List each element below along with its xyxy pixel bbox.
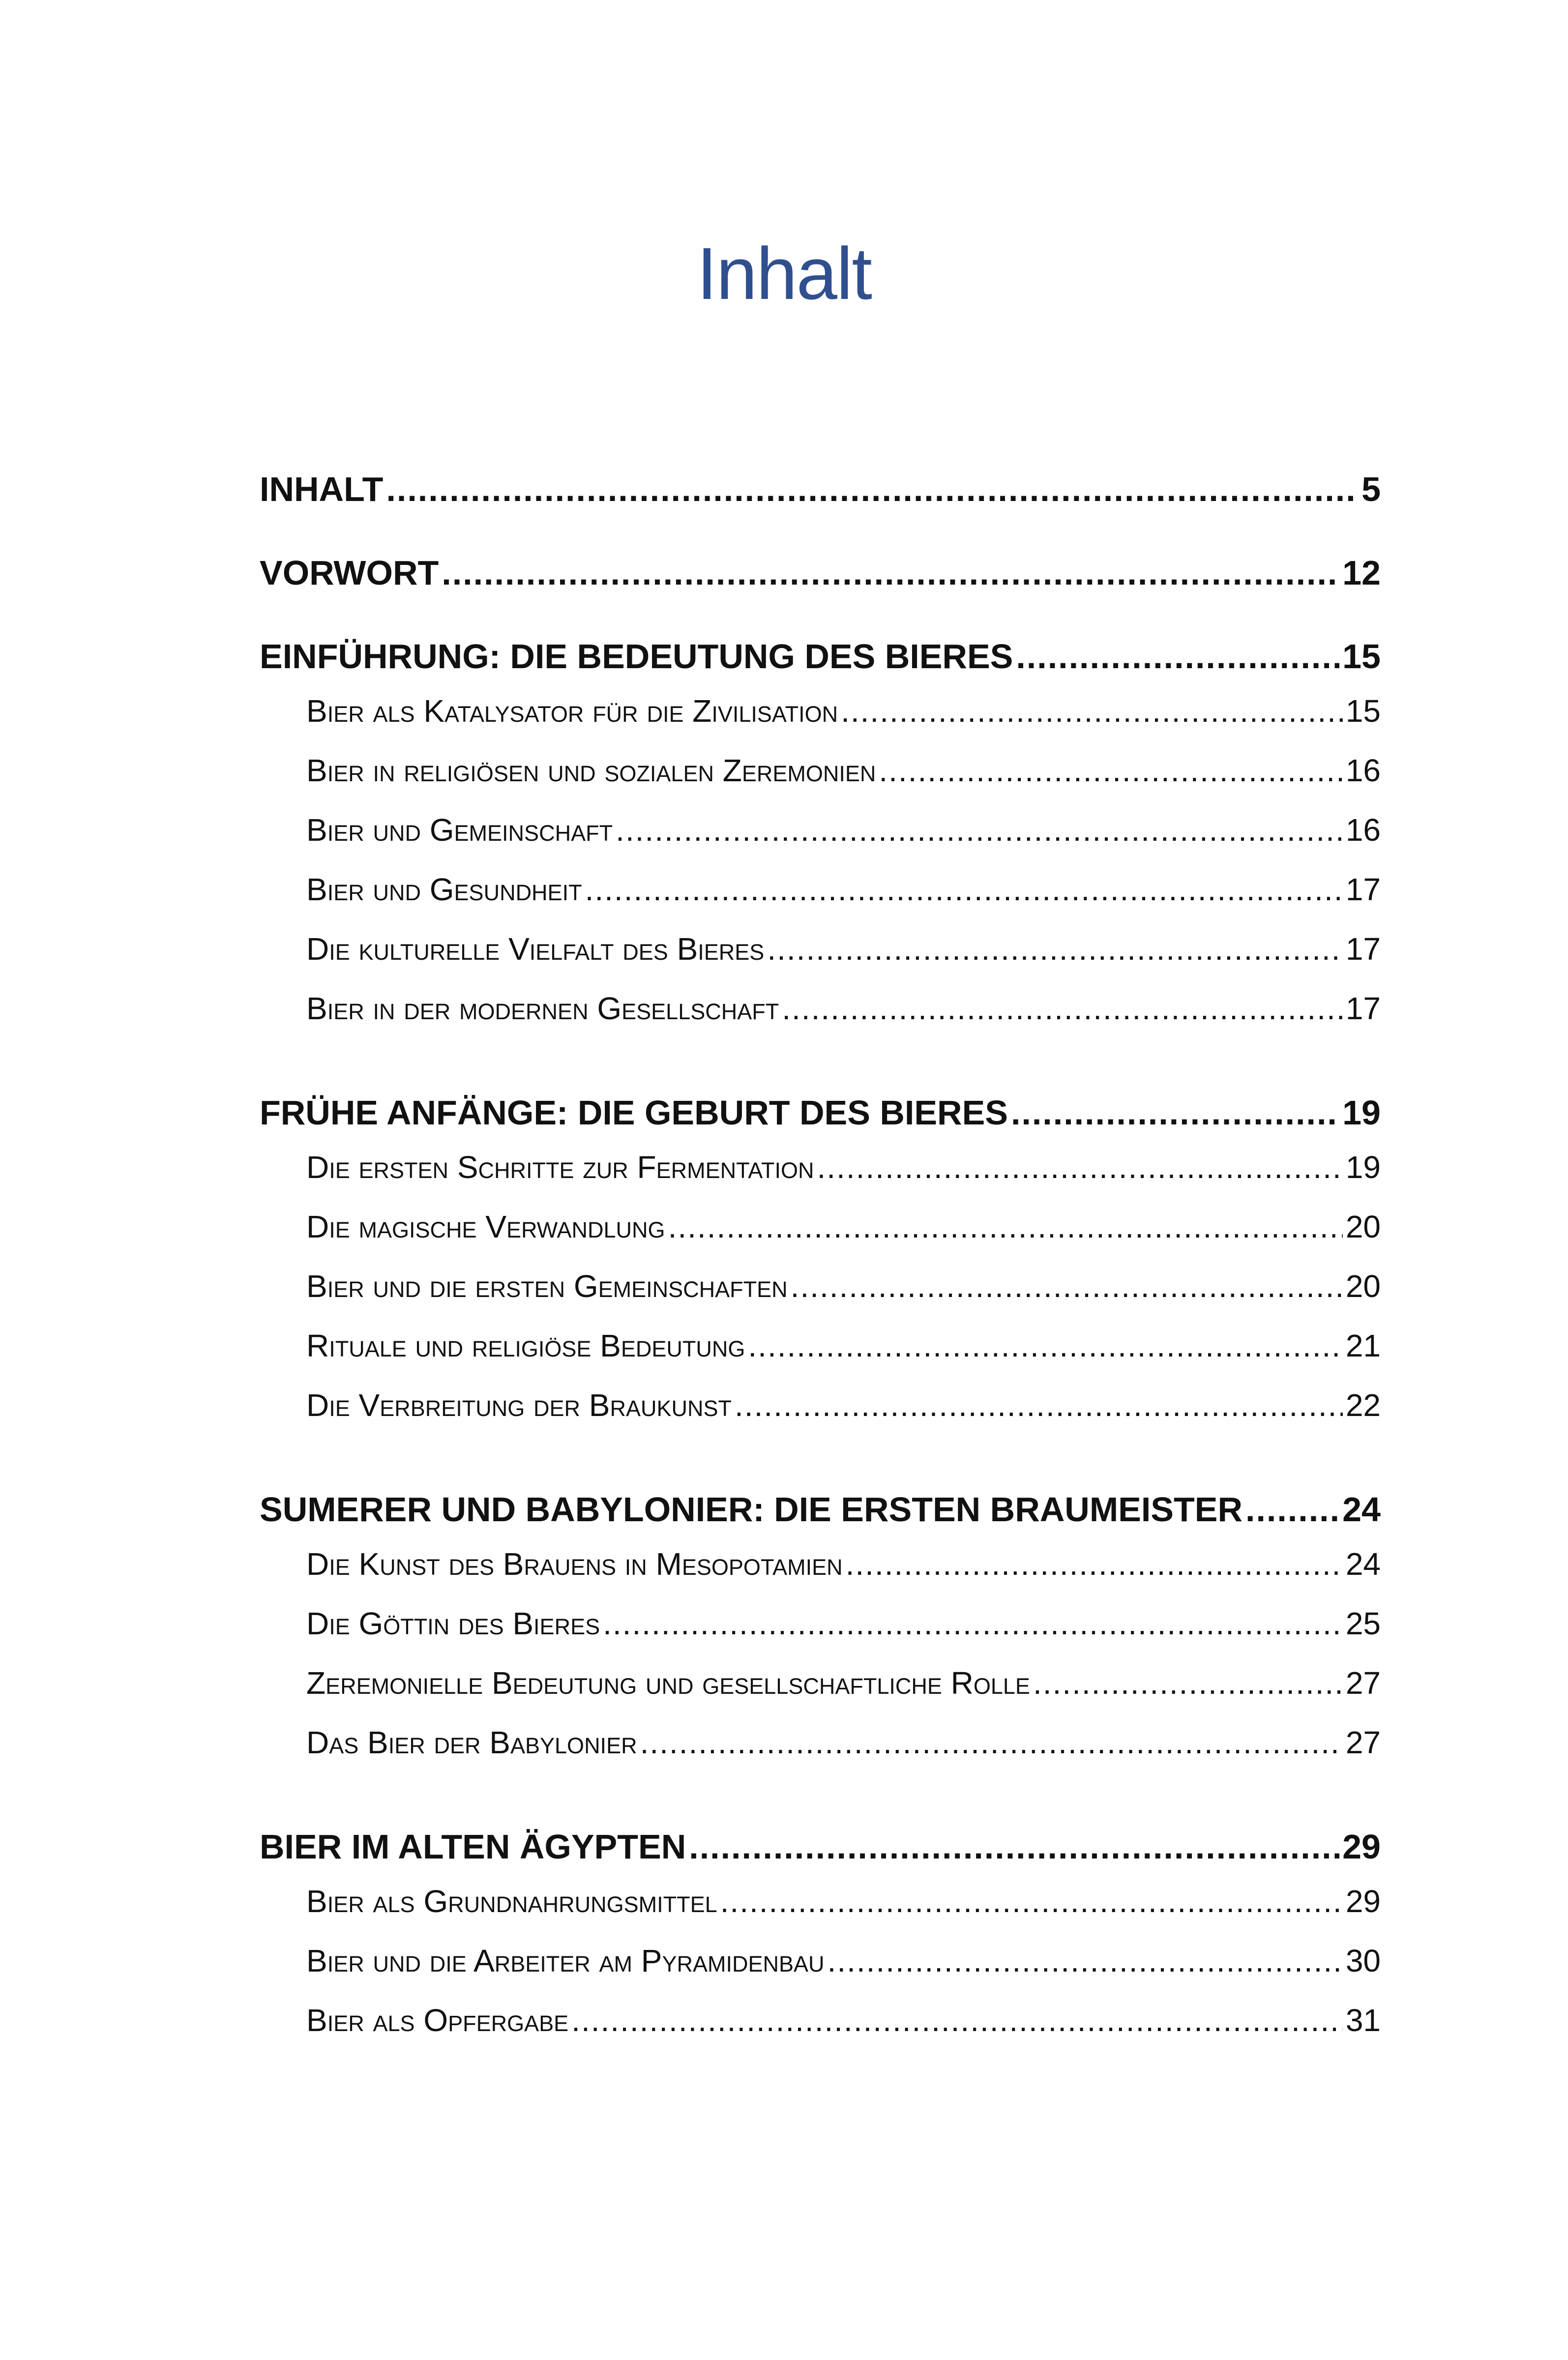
toc-dot-leader — [828, 1943, 1343, 1979]
toc-section-entry[interactable] — [260, 2002, 1381, 2062]
toc-dot-leader — [767, 931, 1343, 967]
toc-section-entry[interactable] — [260, 1943, 1381, 2002]
toc-dot-leader — [386, 470, 1359, 509]
toc-dot-leader — [571, 2002, 1343, 2038]
toc-entry-label: VORWORT — [260, 554, 439, 592]
toc-dot-leader — [1245, 1490, 1339, 1529]
toc-dot-leader — [748, 1328, 1342, 1364]
page-title: Inhalt — [697, 232, 871, 315]
toc-page-number: 30 — [1345, 1943, 1381, 1978]
toc-section-entry[interactable] — [260, 1149, 1381, 1209]
toc-page-number: 19 — [1345, 1150, 1381, 1185]
toc-section-entry[interactable] — [260, 1605, 1381, 1665]
toc-entry-label: Die Kunst des Brauens in Mesopotamien — [306, 1546, 843, 1582]
toc-page-number: 15 — [1345, 693, 1381, 729]
toc-entry-label: Die kulturelle Vielfalt des Bieres — [306, 931, 765, 967]
toc-entry-label: Bier als Katalysator für die Zivilisation — [306, 693, 838, 729]
toc-entry-label: Bier und die Arbeiter am Pyramidenbau — [306, 1943, 825, 1978]
toc-dot-leader — [668, 1209, 1343, 1245]
toc-section-entry[interactable] — [260, 1883, 1381, 1943]
toc-page-number: 17 — [1345, 872, 1381, 907]
toc-page-number: 15 — [1342, 637, 1381, 676]
toc-page-number: 16 — [1345, 812, 1381, 848]
toc-dot-leader — [782, 990, 1343, 1027]
toc-section-entry[interactable] — [260, 1268, 1381, 1328]
toc-entry-label: Die Verbreitung der Braukunst — [306, 1387, 732, 1423]
toc-dot-leader — [791, 1268, 1343, 1304]
toc-page-number: 25 — [1345, 1606, 1381, 1641]
toc-dot-leader — [879, 752, 1342, 789]
toc-dot-leader — [1033, 1665, 1343, 1701]
toc-entry-label: Bier und Gemeinschaft — [306, 812, 613, 848]
toc-section-entry[interactable] — [260, 1724, 1381, 1784]
toc-page-number: 21 — [1345, 1328, 1381, 1363]
toc-page-number: 22 — [1345, 1387, 1381, 1423]
toc-dot-leader — [720, 1883, 1343, 1919]
toc-entry-label: Zeremonielle Bedeutung und gesellschaftliche Rolle — [306, 1665, 1030, 1701]
toc-section-entry[interactable] — [260, 693, 1381, 752]
toc-entry-label: FRÜHE ANFÄNGE: DIE GEBURT DES BIERES — [260, 1093, 1008, 1132]
toc-page-number: 29 — [1342, 1828, 1381, 1866]
toc-chapter-entry[interactable] — [260, 637, 1381, 677]
toc-dot-leader — [616, 812, 1343, 848]
toc-section-entry[interactable] — [260, 1209, 1381, 1268]
toc-entry-label: EINFÜHRUNG: DIE BEDEUTUNG DES BIERES — [260, 637, 1013, 676]
toc-entry-label: Bier in der modernen Gesellschaft — [306, 991, 779, 1026]
toc-entry-label: Die ersten Schritte zur Fermentation — [306, 1150, 814, 1185]
toc-dot-leader — [689, 1827, 1339, 1866]
toc-dot-leader — [846, 1546, 1343, 1582]
toc-section-entry[interactable] — [260, 1387, 1381, 1446]
toc-dot-leader — [442, 553, 1339, 592]
toc-chapter-entry[interactable] — [260, 1827, 1381, 1867]
toc-page-number: 19 — [1342, 1093, 1381, 1132]
toc-section-entry[interactable] — [260, 812, 1381, 871]
toc-section-entry[interactable] — [260, 931, 1381, 990]
toc-page-number: 16 — [1345, 753, 1381, 788]
toc-dot-leader — [1016, 637, 1339, 676]
toc-entry-label: Bier als Grundnahrungsmittel — [306, 1884, 717, 1919]
toc-section-entry[interactable] — [260, 990, 1381, 1050]
toc-section-entry[interactable] — [260, 1665, 1381, 1724]
toc-page-number: 20 — [1345, 1268, 1381, 1304]
toc-dot-leader — [735, 1387, 1343, 1423]
toc-page-number: 17 — [1345, 991, 1381, 1026]
toc-entry-label: Die magische Verwandlung — [306, 1209, 665, 1244]
toc-entry-label: Bier und Gesundheit — [306, 872, 582, 907]
toc-section-entry[interactable] — [260, 752, 1381, 812]
toc-entry-label: Bier und die ersten Gemeinschaften — [306, 1268, 788, 1304]
toc-page-number: 24 — [1345, 1546, 1381, 1582]
toc-page-number: 24 — [1342, 1490, 1381, 1529]
toc-entry-label: BIER IM ALTEN ÄGYPTEN — [260, 1828, 686, 1866]
toc-entry-label: SUMERER UND BABYLONIER: DIE ERSTEN BRAUMEISTER — [260, 1490, 1243, 1529]
toc-entry-label: Bier als Opfergabe — [306, 2003, 569, 2038]
toc-page-number: 27 — [1345, 1665, 1381, 1701]
toc-section-entry[interactable] — [260, 871, 1381, 931]
toc-entry-label: Bier in religiösen und sozialen Zeremonien — [306, 753, 876, 788]
toc-dot-leader — [640, 1724, 1343, 1761]
toc-section-entry[interactable] — [260, 1328, 1381, 1387]
toc-chapter-entry[interactable] — [260, 1490, 1381, 1530]
toc-chapter-entry[interactable] — [260, 1093, 1381, 1133]
toc-entry-label: Das Bier der Babylonier — [306, 1725, 637, 1760]
table-of-contents — [260, 470, 1381, 2062]
toc-entry-label: Rituale und religiöse Bedeutung — [306, 1328, 745, 1363]
toc-section-entry[interactable] — [260, 1546, 1381, 1605]
toc-page-number: 12 — [1342, 554, 1381, 592]
toc-page-number: 29 — [1345, 1884, 1381, 1919]
toc-chapter-entry[interactable] — [260, 553, 1381, 593]
toc-dot-leader — [585, 871, 1343, 908]
toc-dot-leader — [817, 1149, 1342, 1185]
toc-entry-label: INHALT — [260, 470, 384, 508]
toc-dot-leader — [603, 1605, 1343, 1642]
toc-page-number: 27 — [1345, 1725, 1381, 1760]
toc-page-number: 20 — [1345, 1209, 1381, 1244]
toc-chapter-entry[interactable] — [260, 470, 1381, 510]
toc-dot-leader — [1011, 1093, 1339, 1132]
toc-page-number: 17 — [1345, 931, 1381, 967]
toc-page-number: 31 — [1345, 2003, 1381, 2038]
toc-entry-label: Die Göttin des Bieres — [306, 1606, 600, 1641]
toc-page-number: 5 — [1361, 470, 1381, 508]
toc-dot-leader — [841, 693, 1343, 729]
